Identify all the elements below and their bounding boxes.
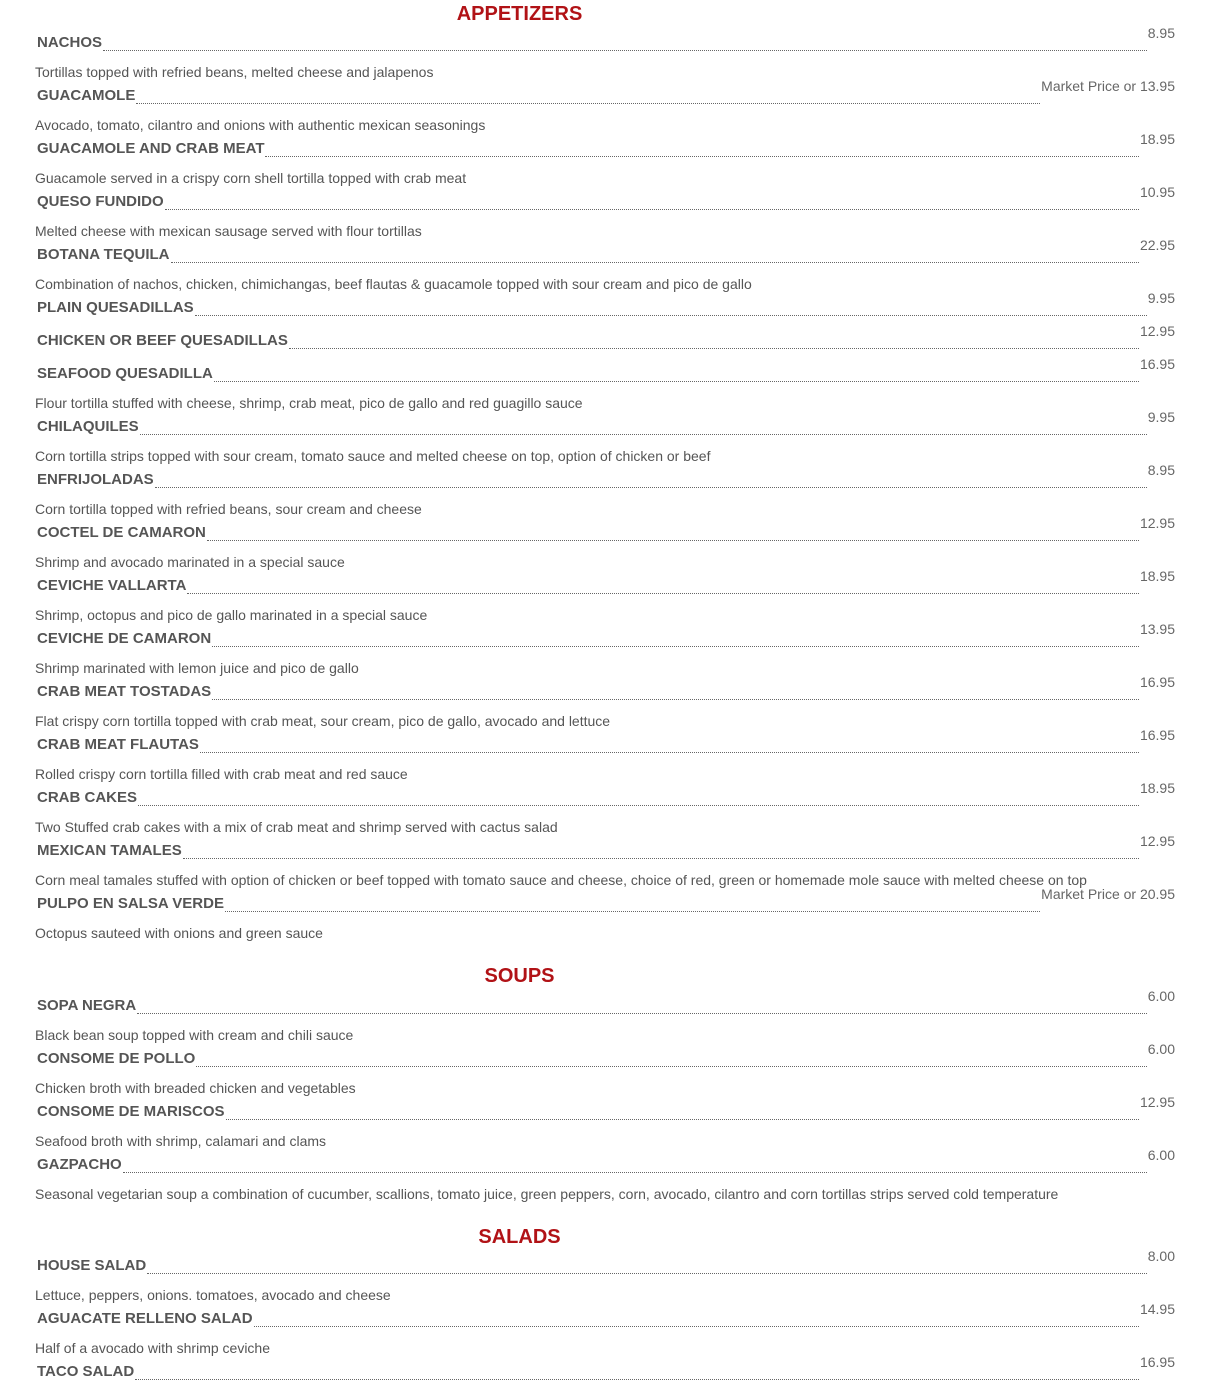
dot-leader [289,348,1139,349]
item-price: 13.95 [1139,621,1175,637]
item-row [35,988,1175,1018]
item-row [35,409,1175,439]
item-name: CONSOME DE POLLO [37,1050,196,1067]
dot-leader [196,1066,1146,1067]
dot-leader [135,1379,1139,1380]
item-name: TACO SALAD [37,1363,135,1380]
item-price: 12.95 [1139,833,1175,849]
dot-leader [226,1119,1139,1120]
dot-leader [212,646,1139,647]
item-row [35,727,1175,757]
dot-leader [138,805,1139,806]
item-description: Melted cheese with mexican sausage served with flour tortillas [35,223,422,239]
item-name: MEXICAN TAMALES [37,842,182,859]
item-description: Guacamole served in a crispy corn shell tortilla topped with crab meat [35,170,467,186]
item-name: CRAB MEAT TOSTADAS [37,683,212,700]
dot-leader [171,262,1139,263]
item-price: 18.95 [1139,568,1175,584]
dot-leader [212,699,1139,700]
item-price: 18.95 [1139,780,1175,796]
item-description: Tortillas topped with refried beans, melted cheese and jalapenos [35,64,434,80]
item-row [35,621,1175,651]
item-description: Avocado, tomato, cilantro and onions with authentic mexican seasonings [35,117,486,133]
item-description: Rolled crispy corn tortilla filled with crab meat and red sauce [35,766,408,782]
item-name: AGUACATE RELLENO SALAD [37,1310,253,1327]
item-price: 22.95 [1139,237,1175,253]
item-description: Two Stuffed crab cakes with a mix of crab meat and shrimp served with cactus salad [35,819,558,835]
dot-leader [136,103,1040,104]
item-row [35,674,1175,704]
item-name: ENFRIJOLADAS [37,471,154,488]
item-price: 6.00 [1147,988,1175,1004]
item-description: Black bean soup topped with cream and chili sauce [35,1027,354,1043]
item-price: Market Price or 20.95 [1041,886,1175,902]
item-price: 6.00 [1147,1041,1175,1057]
item-name: PULPO EN SALSA VERDE [37,895,224,912]
item-name: CONSOME DE MARISCOS [37,1103,225,1120]
item-description: Half of a avocado with shrimp ceviche [35,1340,270,1356]
item-row [35,515,1175,545]
item-row [35,25,1175,55]
item-name: QUESO FUNDIDO [37,193,164,210]
dot-leader [165,209,1139,210]
item-name: SOPA NEGRA [37,997,137,1014]
dot-leader [140,434,1147,435]
item-price: 12.95 [1139,1094,1175,1110]
item-price: 12.95 [1139,515,1175,531]
dot-leader [147,1273,1147,1274]
dot-leader [183,858,1139,859]
item-price: 16.95 [1139,674,1175,690]
item-row [35,1248,1175,1278]
item-row [35,886,1175,916]
dot-leader [207,540,1139,541]
item-row [35,78,1175,108]
item-price: 10.95 [1139,184,1175,200]
item-price: Market Price or 13.95 [1041,78,1175,94]
section-title-appetizers: APPETIZERS [456,3,583,25]
item-price: 18.95 [1139,131,1175,147]
item-row [35,462,1175,492]
item-row [35,1094,1175,1124]
item-row [35,780,1175,810]
item-row [35,237,1175,267]
dot-leader [123,1172,1147,1173]
dot-leader [254,1326,1139,1327]
item-description: Shrimp and avocado marinated in a special sauce [35,554,345,570]
item-row [35,568,1175,598]
item-row [35,184,1175,214]
dot-leader [137,1013,1147,1014]
item-row [35,323,1175,353]
item-name: BOTANA TEQUILA [37,246,170,263]
item-description: Seasonal vegetarian soup a combination of cucumber, scallions, tomato juice, green peppers, corn, avocado, cilantro and corn tortillas strips served cold temperature [35,1186,1059,1202]
item-description: Flour tortilla stuffed with cheese, shrimp, crab meat, pico de gallo and red guagillo sauce [35,395,583,411]
item-name: CHICKEN OR BEEF QUESADILLAS [37,332,288,349]
item-name: CRAB MEAT FLAUTAS [37,736,199,753]
item-price: 16.95 [1139,1354,1175,1370]
item-description: Flat crispy corn tortilla topped with crab meat, sour cream, pico de gallo, avocado and lettuce [35,713,611,729]
item-row [35,1354,1175,1384]
item-price: 8.95 [1147,25,1175,41]
item-price: 8.95 [1147,462,1175,478]
item-row [35,1147,1175,1177]
item-name: CEVICHE DE CAMARON [37,630,212,647]
item-description: Shrimp, octopus and pico de gallo marinated in a special sauce [35,607,428,623]
dot-leader [265,156,1138,157]
item-price: 14.95 [1139,1301,1175,1317]
item-price: 6.00 [1147,1147,1175,1163]
item-name: GUACAMOLE [37,87,136,104]
dot-leader [103,50,1147,51]
item-description: Corn tortilla strips topped with sour cream, tomato sauce and melted cheese on top, option of chicken or beef [35,448,711,464]
dot-leader [200,752,1139,753]
item-name: HOUSE SALAD [37,1257,147,1274]
dot-leader [214,381,1139,382]
item-price: 12.95 [1139,323,1175,339]
item-description: Corn tortilla topped with refried beans, sour cream and cheese [35,501,422,517]
item-price: 9.95 [1147,409,1175,425]
item-description: Shrimp marinated with lemon juice and pico de gallo [35,660,359,676]
item-name: COCTEL DE CAMARON [37,524,206,541]
item-row [35,1301,1175,1331]
item-row [35,1041,1175,1071]
dot-leader [187,593,1139,594]
item-price: 16.95 [1139,727,1175,743]
item-price: 16.95 [1139,356,1175,372]
dot-leader [155,487,1147,488]
item-price: 8.00 [1147,1248,1175,1264]
section-title-salads: SALADS [478,1226,561,1248]
item-description: Corn meal tamales stuffed with option of chicken or beef topped with tomato sauce and cheese, choice of red, green or homemade mole sauce with melted cheese on top [35,872,1087,888]
item-row [35,131,1175,161]
item-description: Seafood broth with shrimp, calamari and clams [35,1133,327,1149]
item-name: CRAB CAKES [37,789,138,806]
section-title-soups: SOUPS [484,965,555,987]
item-row [35,290,1175,320]
item-row [35,833,1175,863]
item-name: CEVICHE VALLARTA [37,577,187,594]
item-description: Chicken broth with breaded chicken and vegetables [35,1080,356,1096]
item-name: GAZPACHO [37,1156,122,1173]
item-row [35,356,1175,386]
item-price: 9.95 [1147,290,1175,306]
item-description: Lettuce, peppers, onions. tomatoes, avocado and cheese [35,1287,391,1303]
item-description: Combination of nachos, chicken, chimichangas, beef flautas & guacamole topped with sour cream and pico de gallo [35,276,752,292]
dot-leader [225,911,1040,912]
item-description: Octopus sauteed with onions and green sauce [35,925,323,941]
item-name: PLAIN QUESADILLAS [37,299,194,316]
item-name: GUACAMOLE AND CRAB MEAT [37,140,265,157]
item-name: SEAFOOD QUESADILLA [37,365,213,382]
item-name: CHILAQUILES [37,418,139,435]
dot-leader [195,315,1147,316]
item-name: NACHOS [37,34,103,51]
